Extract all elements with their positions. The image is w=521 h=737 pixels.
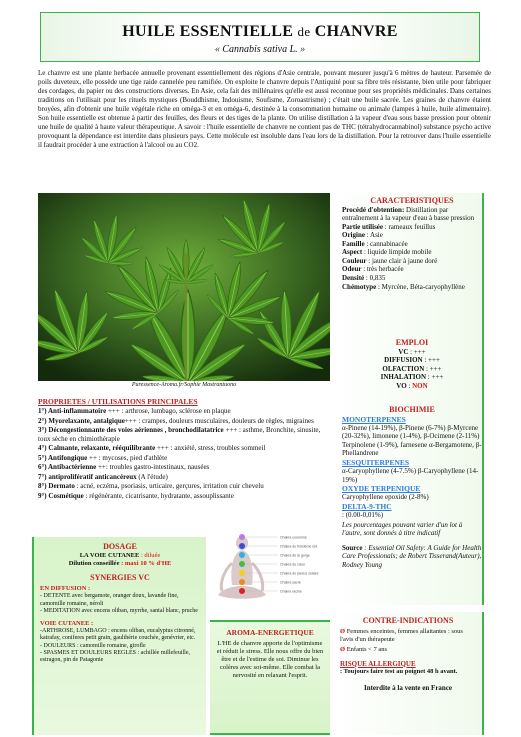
property-item (38, 482, 333, 491)
risk-text: : Toujours faire test au poignet 48 h avant. (340, 668, 458, 676)
characteristic-value: : très herbacée (361, 265, 404, 274)
characteristic-item (342, 265, 482, 274)
contre-indications-box (334, 612, 484, 735)
figure-right-arm (252, 563, 263, 591)
chakra-dot (239, 588, 245, 594)
cutanee-item: - SPASMES ET DOULEURS REGLES : achillée millefeuille, estragon, pin de Patagonie (40, 650, 190, 664)
dosage-label-1: LA VOIE CUTANEE (79, 551, 140, 559)
cutanee-list (34, 628, 206, 665)
characteristic-label: Densité (342, 274, 365, 282)
chakra-label: Chakra sacré (280, 580, 301, 585)
emploi-label: DIFFUSION (384, 356, 423, 365)
biochimie-group (342, 502, 482, 520)
property-item (38, 426, 333, 443)
intro-paragraph: Le chanvre est une plante herbacée annuelle provenant essentiellement des régions d'Asie centrale, pouvant mesurer jusqu'à 6 mètres de hauteur. Parsemée de poils duveteux, elle possède une tige raide cannelée peu ramifiée. On exploite le chanvre depuis l'Antiquité pour sa fibre très résistante, bien utile pour fabriquer des cordages, du papier ou des constructions diverses. En Asie, cela fait des millénaires qu'elle est aussi reconnue pour ses propriétés médicinales. Dans certaines traditions on l'utilisait pour les rituels mystiques (Bouddhisme, Indouisme, Soufisme, Zoroastrisme) ; c'était une huile sacrée. Les graines de chanvre étaient broyées, afin d'obtenir une huile végétale riche en oméga-3 et en oméga-6, destinée à la consommation humaine ou animale (lampes à huile, huile alimentaire). Son huile essentielle est obtenue à partir des feuilles, des fleurs et des tiges de la plante. On utilise distillation à la vapeur d'eau sous basse pression pour obtenir une huile de qualité à haute valeur thérapeutique. A savoir : l'huile essentielle de chanvre ne contient pas de THC (tétrahydrocannabinol) substance psycho active provoquant la dépendance est interdite dans plusieurs pays. Cette molécule est insoluble dans l'eau lors de la distillation. Pour la retrouver dans l'huile essentielle il faudrait procéder à une extraction à l'alcool ou au CO2. (38, 69, 491, 149)
characteristic-item (342, 248, 482, 257)
title-text: HUILE ESSENTIELLE (122, 23, 294, 40)
characteristics-list (342, 206, 482, 291)
property-number: 3°) (38, 426, 49, 435)
biochimie-group-text: α-Caryophyllene (4-7.5%) β-Caryophyllene (14-19%) (342, 467, 479, 484)
latin-name: « Cannabis sativa L. » (214, 43, 306, 55)
aroma-text: L'HE de chanvre apporte de l'optimisme et réduit le stress. Elle nous offre du bien être et de l'estime de soi. Diminue les colères avec soi-même. Elle combat la nervosité en relaxant l'esprit. (216, 640, 324, 679)
characteristic-item (342, 283, 482, 292)
biochimie-section (342, 405, 482, 569)
emploi-item (342, 348, 482, 357)
emploi-value: : +++ (408, 347, 426, 356)
property-number: 6°) (38, 463, 48, 472)
dosage-line-1 (34, 552, 206, 560)
chakra-label: Chakra du troisième œil (280, 544, 318, 549)
dosage-line-2 (34, 560, 206, 568)
properties-section (38, 397, 333, 500)
contra-mark: Ø (340, 645, 346, 653)
chakra-dot (239, 579, 245, 585)
emploi-value: : +++ (426, 373, 444, 382)
dosage-value-1: : diluée (139, 551, 161, 559)
emploi-vo: VO : NON (396, 381, 428, 390)
aroma-heading: AROMA-ENERGETIQUE (226, 628, 314, 637)
dosage-synergies-box (32, 537, 206, 735)
property-desc: +++ : asthme, Bronchite, sinusite, toux sèche en chimiothérapie (38, 426, 321, 443)
property-number: 5°) (38, 453, 48, 462)
properties-heading: PROPRIETES / UTILISATIONS PRINCIPALES (38, 397, 198, 406)
biochimie-group-text: α-Pinene (14-19%), β-Pinene (6-7%) β-Myrcene (20-32%), limonene (1-4%), β-Ocimene (2-11%) Terpinolene (1-9%), farnesene α-Bergamotene, β-Phellandrene (342, 423, 482, 458)
property-name: Calmante, relaxante, rééquilibrante (48, 444, 156, 453)
dosage-value-2: : maxi 10 % d'HE (119, 559, 172, 567)
property-item (38, 454, 333, 463)
biochimie-group-text: Caryophyllene epoxide (2-8%) (342, 493, 429, 502)
diffusion-item: - MEDITATION avec encens oliban, myrrhe, santal blanc, pruche (40, 607, 198, 614)
title-plant: CHANVRE (314, 23, 398, 40)
biochimie-group (342, 458, 482, 484)
characteristic-item (342, 240, 482, 249)
property-name: Antibactérienne (48, 463, 97, 472)
biochimie-group-name: SESQUITERPENES (342, 458, 410, 468)
biochimie-list (342, 415, 482, 520)
property-desc: ++: troubles gastro-intestinaux, nausées (96, 463, 210, 472)
property-name: Dermato (48, 482, 75, 491)
property-item (38, 463, 333, 472)
characteristic-value: : liquide limpide mobile (362, 248, 432, 257)
property-number: 4°) (38, 444, 49, 453)
property-number: 1°) (38, 407, 48, 416)
hemp-plant-image (38, 193, 330, 381)
cutanee-item: - DOULEURS : camomille romaine, girofle (40, 642, 146, 649)
chakra-label: Chakra couronne (280, 535, 307, 540)
sale-prohibited-notice: Interdite à la vente en France (363, 683, 453, 692)
chakra-dot (239, 570, 245, 576)
property-name: Myorelaxante, antalgique (48, 416, 125, 425)
emploi-value: : +++ (422, 356, 440, 365)
figure-left-arm (221, 563, 232, 591)
property-name: Antifongique (48, 453, 88, 462)
property-desc: +++ : arthrose, lumbago, sclérose en plaque (106, 407, 231, 416)
diffusion-heading: EN DIFFUSION : (40, 585, 91, 593)
contra-item (340, 646, 476, 654)
property-item (38, 473, 333, 482)
emploi-item (342, 373, 482, 382)
cutanee-heading: VOIE CUTANEE : (40, 620, 94, 628)
vo-value: NON (412, 381, 428, 390)
source-line (342, 544, 482, 570)
chakra-meditation-illustration (212, 525, 327, 615)
property-name: Anti-inflammatoire (48, 407, 107, 416)
properties-list (38, 407, 333, 500)
contra-mark: Ø (340, 627, 346, 635)
property-item (38, 444, 333, 453)
contra-text: Enfants < 7 ans (345, 645, 387, 653)
property-item (38, 417, 333, 426)
property-desc: +++ : anxiété, stress, troubles sommeil (155, 444, 266, 453)
characteristic-label: Couleur (342, 256, 367, 265)
characteristic-value: : jaune clair à jaune doré (366, 256, 438, 265)
characteristic-value: : rameaux feuillus (383, 222, 436, 231)
characteristic-item (342, 206, 482, 223)
characteristic-item (342, 274, 482, 283)
property-item (38, 407, 333, 416)
dosage-label-2: Dilution conseillée (68, 559, 120, 567)
hemp-plant-illustration (38, 193, 330, 381)
cutanee-item: -ARTHROSE, LUMBAGO : encens oliban, eucalyptus citronné, katrafay, coniferes petit grain, gaulthérie couchée, genévrier, etc. (40, 628, 196, 642)
property-number: 8°) (38, 482, 49, 491)
characteristic-label: Odeur (342, 265, 362, 274)
emploi-label: OLFACTION (382, 364, 425, 373)
emploi-value: : +++ (424, 364, 442, 373)
biochimie-group-name: DELTA-9-THC (342, 501, 392, 511)
characteristic-label: Chémotype (342, 282, 377, 291)
characteristics-section (342, 196, 482, 291)
biochimie-group-name: OXYDE TERPENIQUE (342, 484, 421, 494)
property-desc: : régénérante, cicatrisante, hydratante, assouplissante (83, 491, 234, 500)
chakra-label: Chakra du plexus solaire (280, 571, 319, 576)
characteristics-heading: CARACTERISTIQUES (370, 196, 454, 205)
characteristic-label: Procédé d'obtention: (342, 205, 405, 214)
property-desc: +++ : crampes, douleurs musculaires, douleurs de règles, migraines (124, 416, 314, 425)
characteristic-value: : Myrcène, Béta-caryophyllène (376, 282, 465, 291)
characteristic-item (342, 223, 482, 232)
characteristic-value: : Asie (364, 231, 383, 240)
vo-label: VO (396, 381, 407, 390)
biochimie-heading: BIOCHIMIE (389, 405, 435, 414)
aroma-energetique-box (210, 620, 330, 735)
biochimie-group (342, 484, 482, 502)
image-caption: Puressence-Aroma.fr/Sophie Mastrantuono (131, 382, 237, 388)
chakra-label: Chakra du cœur (280, 562, 306, 567)
property-name: antiprolifératif anticancéreux (48, 472, 137, 481)
source-text: : Essential Oil Safety: A Guide for Health Care Professionals; de Robert Tisserand(Auteur), Rodney Young (342, 543, 482, 569)
property-number: 7°) (38, 472, 49, 481)
characteristic-value: : 0,835 (364, 274, 386, 282)
chakra-figure (212, 525, 327, 615)
contra-text: Femmes enceintes, femmes allaitantes : sous l'avis d'un thérapeute (340, 627, 463, 643)
page-title (41, 22, 479, 42)
contra-item (340, 628, 476, 644)
chakra-label: Chakra racine (280, 589, 302, 594)
biochimie-group (342, 415, 482, 458)
characteristic-label: Aspect (342, 248, 363, 257)
characteristic-label: Partie utilisée (342, 222, 384, 231)
dosage-heading: DOSAGE (103, 542, 137, 551)
emploi-item (342, 365, 482, 374)
property-number: 2°) (38, 416, 49, 425)
title-box (40, 12, 480, 62)
property-item (38, 492, 333, 501)
contra-heading: CONTRE-INDICATIONS (362, 616, 454, 625)
risk-heading: RISQUE ALLERGIQUE (340, 659, 416, 668)
property-name: Décongestionnante des voies aériennes , bronchodilatatrice (48, 426, 224, 435)
chakra-dot (239, 543, 245, 549)
characteristic-item (342, 257, 482, 266)
biochimie-note: Les pourcentages pouvant varier d'un lot à l'autre, sont donnés à titre indicatif (342, 520, 463, 538)
source-label: Source (342, 543, 363, 552)
property-desc: : acné, eczéma, psoriasis, urticaire, gerçures, irritation cuir chevelu (74, 482, 264, 491)
emploi-item (342, 356, 482, 365)
property-number: 9°) (38, 491, 49, 500)
characteristic-value: : cannabinacée (364, 239, 408, 248)
characteristic-label: Origine (342, 231, 365, 240)
property-name: Cosmétique (48, 491, 84, 500)
diffusion-list (34, 593, 206, 615)
biochimie-group-text: : (0.00-0,01%) (342, 511, 384, 520)
chakra-dot (239, 534, 245, 540)
emploi-label: INHALATION (380, 373, 427, 382)
risk-line (340, 660, 476, 669)
property-desc: (A l'étude) (136, 472, 168, 481)
diffusion-item: - DETENTE avec bergamote, oranger doux, lavande fine, camomille romaine, néroli (40, 593, 179, 607)
chakra-dot (239, 552, 245, 558)
emploi-list (342, 348, 482, 382)
title-de: de (297, 24, 311, 39)
chakra-dot (239, 561, 245, 567)
characteristic-item (342, 231, 482, 240)
contra-list (334, 628, 482, 654)
chakra-label: Chakra de la gorge (280, 553, 310, 558)
synergies-heading: SYNERGIES VC (90, 572, 150, 582)
characteristic-value: Distillation par entraînement à la vapeur d'eau à basse pression (342, 205, 475, 223)
emploi-section (342, 338, 482, 390)
emploi-label: VC (398, 347, 409, 356)
biochimie-group-name: MONOTERPENES (342, 414, 406, 424)
property-desc: ++ : mycoses, pied d'athlète (87, 453, 168, 462)
characteristic-label: Famille (342, 239, 365, 248)
emploi-heading: EMPLOI (395, 338, 429, 347)
